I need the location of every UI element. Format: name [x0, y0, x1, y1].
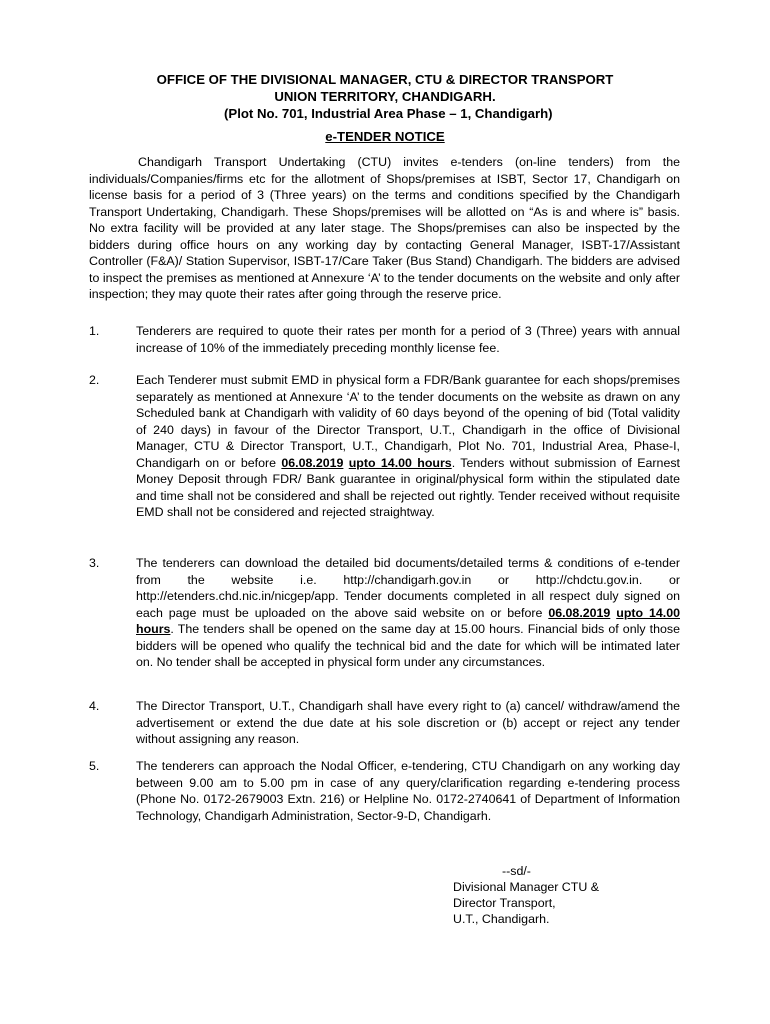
clause-text: The tenderers can approach the Nodal Officer, e-tendering, CTU Chandigarh on any working day between 9.00 am to 5.00 pm in case of any query/clarification regarding e-tendering process (Phone No. 0172-2679003 Extn. 216) or Helpline No. 0172-2740641 of Department of Information Technology, Chandigarh Administration, Sector-9-D, Chandigarh. [136, 759, 680, 823]
clause-text-part: . Tenders without submission of Earnest Money Deposit through FDR/ Bank guarantee in original/physical form within the stipulated date and time shall not be considered and shall be rejected out rightly. Tender received without requisite EMD shall not be considered and rejected straightway. [136, 455, 680, 519]
signature-sd: --sd/- [502, 864, 531, 878]
deadline-date: 06.08.2019 [548, 605, 611, 620]
deadline-date: 06.08.2019 [281, 455, 344, 470]
signatory-location: U.T., Chandigarh. [453, 912, 550, 926]
clause-number: 3. [89, 556, 100, 570]
office-address: (Plot No. 701, Industrial Area Phase – 1, Chandigarh) [224, 106, 553, 121]
clause-text: Tenderers are required to quote their rates per month for a period of 3 (Three) years with annual increase of 10% of the immediately preceding monthly license fee. [136, 324, 680, 355]
clause-text [136, 372, 680, 521]
clause-number: 2. [89, 373, 100, 387]
clause-text [136, 555, 680, 671]
clause-number: 5. [89, 759, 100, 773]
clause-text: The Director Transport, U.T., Chandigarh shall have every right to (a) cancel/ withdraw/amend the advertisement or extend the due date at his sole discretion or (b) accept or reject any tender without assigning any reason. [136, 699, 680, 746]
clause-number: 4. [89, 699, 100, 713]
signatory-designation-2: Director Transport, [453, 896, 556, 910]
clause-number: 1. [89, 324, 100, 338]
signatory-designation-1: Divisional Manager CTU & [453, 880, 599, 894]
deadline-time: upto 14.00 hours [348, 455, 452, 470]
clause-text-part: Each Tenderer must submit EMD in physical form a FDR/Bank guarantee for each shops/premises separately as mentioned at Annexure ‘A’ to the tender documents on the website as drawn on any Scheduled bank at Chandigarh with validity of 60 days beyond of the opening of bid (Total validity of 240 days) in favour of the Director Transport, U.T., Chandigarh in the office of Divisional Manager, CTU & Director Transport, U.T., Chandigarh, Plot No. 701, Industrial Area, Phase-I, Chandigarh on or before [136, 373, 680, 470]
office-heading-line1: OFFICE OF THE DIVISIONAL MANAGER, CTU & DIRECTOR TRANSPORT [156, 72, 614, 87]
office-heading-line2: UNION TERRITORY, CHANDIGARH. [274, 89, 496, 104]
deadline-time: upto 14.00 hours [136, 605, 680, 636]
intro-paragraph: Chandigarh Transport Undertaking (CTU) invites e-tenders (on-line tenders) from the individuals/Companies/firms etc for the allotment of Shops/premises at ISBT, Sector 17, Chandigarh on license basis for a period of 3 (Three years) on the terms and conditions specified by the Chandigarh Transport Undertaking, Chandigarh. These Shops/premises will be allotted on “As is and where is” basis. No extra facility will be provided at any later stage. The Shops/premises can also be inspected by the bidders during office hours on any working day by contacting General Manager, ISBT-17/Assistant Controller (F&A)/ Station Supervisor, ISBT-17/Care Taker (Bus Stand) Chandigarh. The bidders are advised to inspect the premises as mentioned at Annexure ‘A’ to the tender documents on the website and only after inspection; they may quote their rates after going through the reserve price. [89, 155, 680, 301]
notice-title: e-TENDER NOTICE [325, 129, 445, 144]
clause-text-part: . The tenders shall be opened on the same day at 15.00 hours. Financial bids of only those bidders will be opened who qualify the technical bid and the date for which will be intimated later on. No tender shall be accepted in physical form under any circumstances. [136, 622, 680, 669]
signature-block [453, 863, 599, 927]
clause-text-part: The tenderers can download the detailed bid documents/detailed terms & conditions of e-tender from the website i.e. http://chandigarh.gov.in or http://chdctu.gov.in. or http://etenders.chd.nic.in/nicgep/app. Tender documents completed in all respect duly signed on each page must be uploaded on the above said website on or before [136, 556, 680, 620]
